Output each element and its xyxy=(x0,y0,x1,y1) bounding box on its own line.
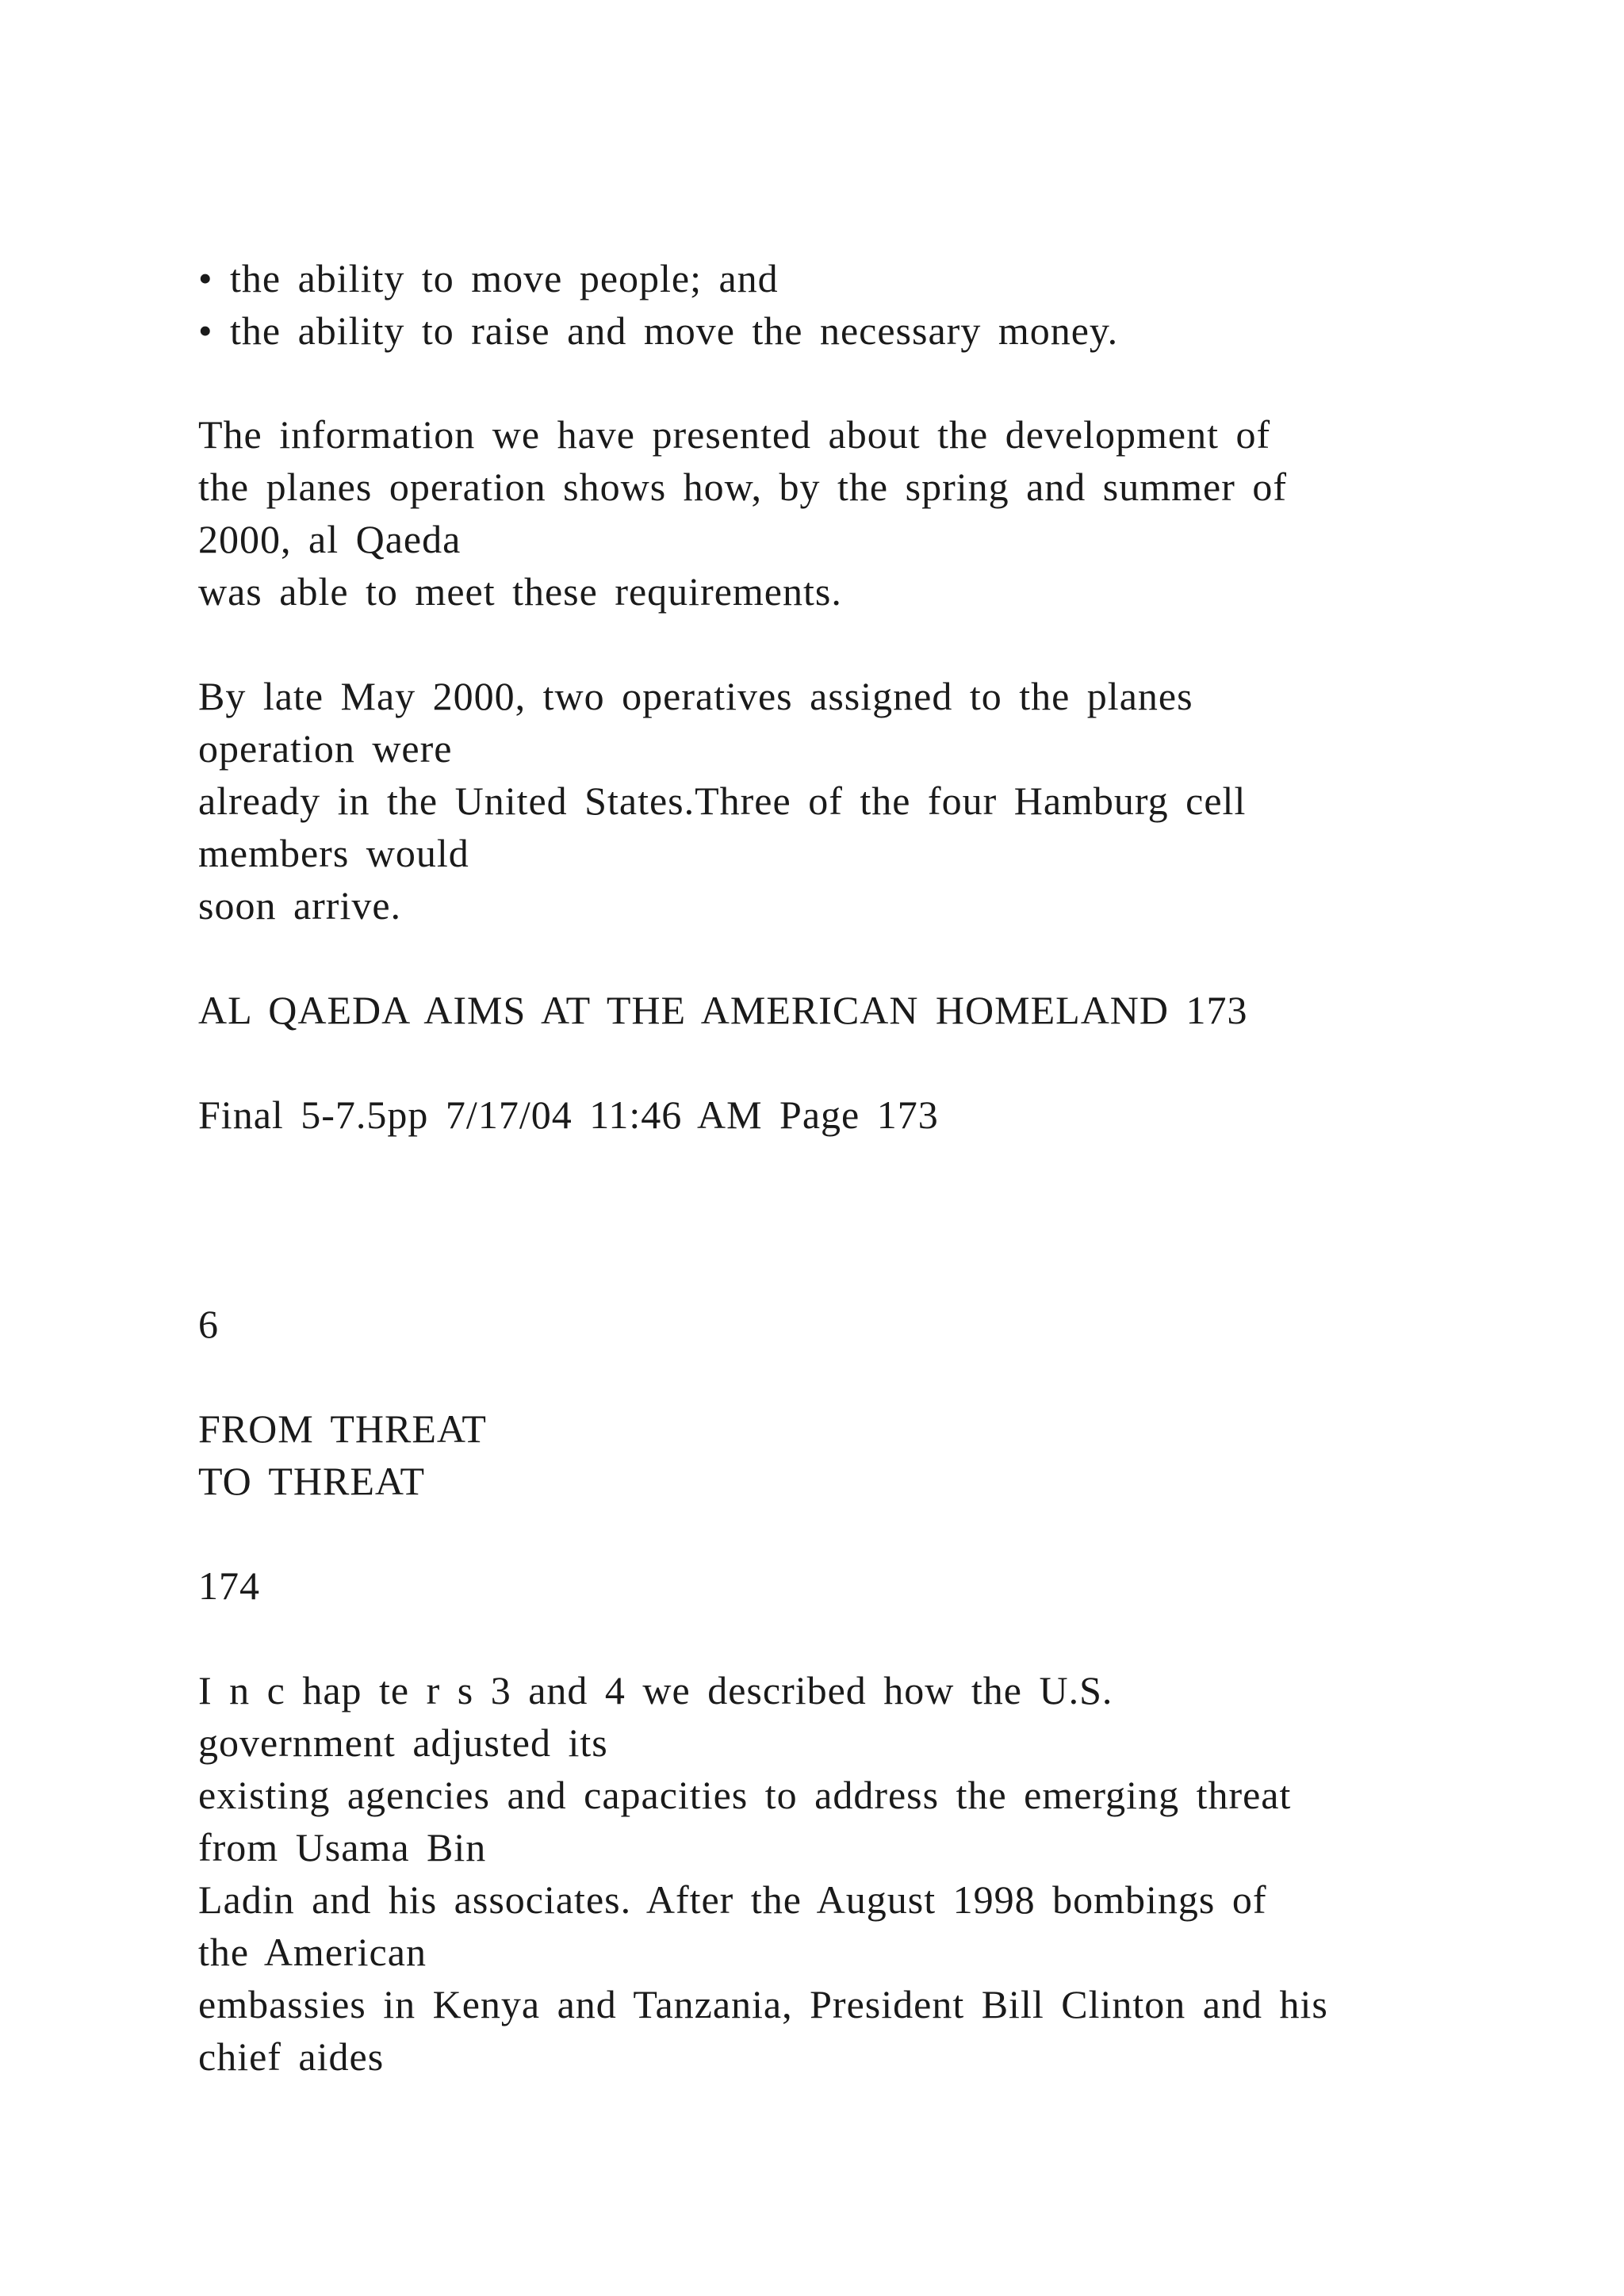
chapter-title: FROM THREAT xyxy=(198,1406,487,1451)
paragraph-line: was able to meet these requirements. xyxy=(198,569,842,614)
paragraph-line: 2000, al Qaeda xyxy=(198,517,462,561)
paragraph-line: embassies in Kenya and Tanzania, President Bill Clinton and his xyxy=(198,1982,1328,2026)
paragraph-line: the planes operation shows how, by the spring and summer of xyxy=(198,465,1288,509)
paragraph-line: Ladin and his associates. After the August 1998 bombings of xyxy=(198,1877,1267,1922)
paragraph-line: already in the United States.Three of the four Hamburg cell xyxy=(198,779,1247,823)
paragraph-line: operation were xyxy=(198,726,453,771)
print-slug: Final 5-7.5pp 7/17/04 11:46 AM Page 173 xyxy=(198,1093,939,1137)
paragraph-line: existing agencies and capacities to address the emerging threat xyxy=(198,1773,1292,1817)
paragraph-line: from Usama Bin xyxy=(198,1825,487,1869)
page-number: 174 xyxy=(198,1563,260,1608)
running-header: AL QAEDA AIMS AT THE AMERICAN HOMELAND 173 xyxy=(198,988,1248,1032)
paragraph-line: chief aides xyxy=(198,2034,385,2079)
bullet-raise-money: • the ability to raise and move the necessary money. xyxy=(198,308,1119,353)
paragraph-line: members would xyxy=(198,831,469,875)
paragraph-line: soon arrive. xyxy=(198,883,402,928)
paragraph-line: The information we have presented about the development of xyxy=(198,412,1271,457)
bullet-move-people: • the ability to move people; and xyxy=(198,256,779,300)
paragraph-line: By late May 2000, two operatives assigned to the planes xyxy=(198,674,1193,718)
paragraph-line: the American xyxy=(198,1930,427,1974)
paragraph-line: government adjusted its xyxy=(198,1720,608,1765)
paragraph-line: I n c hap te r s 3 and 4 we described how the U.S. xyxy=(198,1668,1113,1712)
chapter-title: TO THREAT xyxy=(198,1459,425,1503)
chapter-number: 6 xyxy=(198,1302,219,1346)
